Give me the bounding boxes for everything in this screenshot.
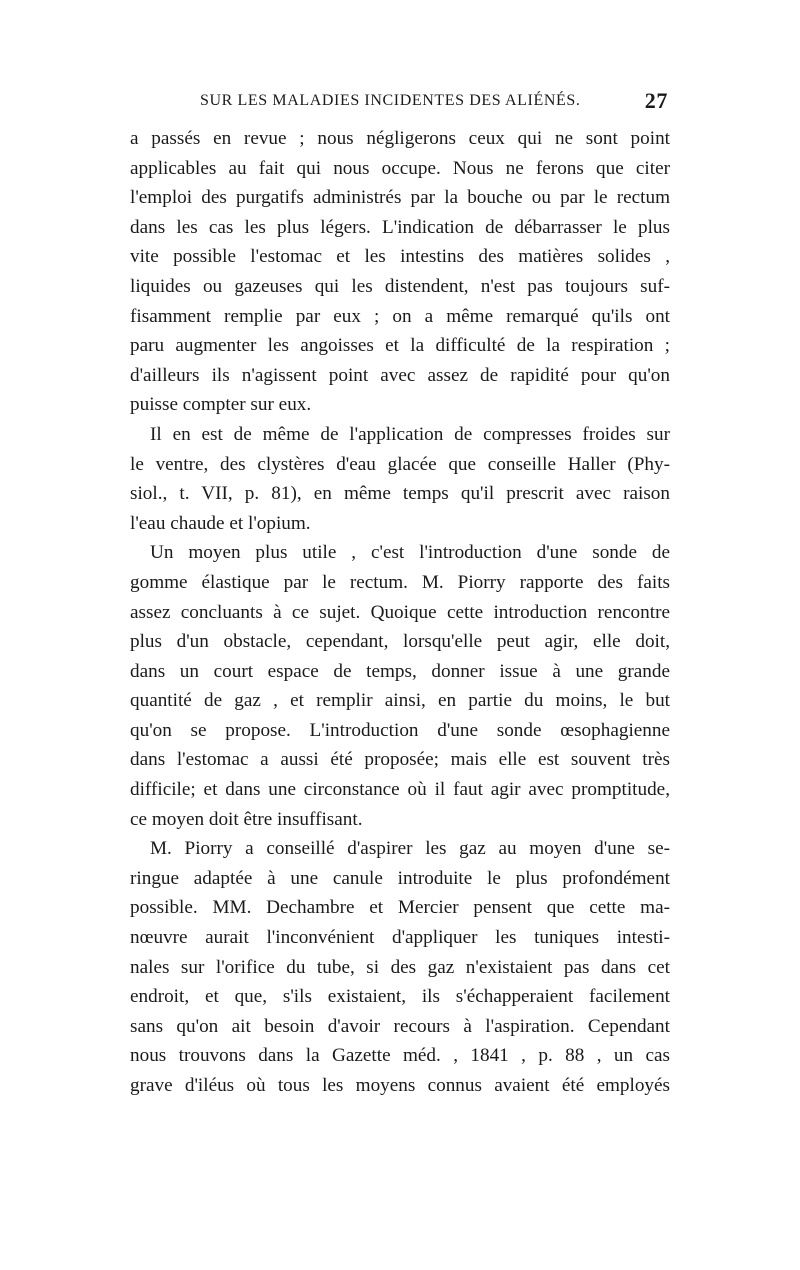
text-line: nous trouvons dans la Gazette méd. , 1841 , p. 88 , un cas — [130, 1045, 670, 1067]
text-line: l'emploi des purgatifs administrés par la bouche ou par le rectum — [130, 187, 670, 209]
text-line: siol., t. VII, p. 81), en même temps qu'il prescrit avec raison — [130, 483, 670, 505]
text-line: d'ailleurs ils n'agissent point avec assez de rapidité pour qu'on — [130, 364, 670, 386]
text-line: plus d'un obstacle, cependant, lorsqu'elle peut agir, elle doit, — [130, 631, 670, 653]
text-line: ringue adaptée à une canule introduite le plus profondément — [130, 867, 670, 889]
text-line: paru augmenter les angoisses et la difficulté de la respiration ; — [130, 335, 670, 357]
text-line: M. Piorry a conseillé d'aspirer les gaz au moyen d'une se- — [150, 838, 670, 860]
paragraph-3 — [130, 538, 670, 834]
text-line: applicables au fait qui nous occupe. Nous ne ferons que citer — [130, 157, 670, 179]
text-line: ce moyen doit être insuffisant. — [130, 808, 363, 830]
text-line: puisse compter sur eux. — [130, 394, 312, 416]
text-line: quantité de gaz , et remplir ainsi, en partie du moins, le but — [130, 690, 670, 712]
text-line: l'eau chaude et l'opium. — [130, 512, 311, 534]
text-line: fisamment remplie par eux ; on a même remarqué qu'ils ont — [130, 305, 670, 327]
running-head — [130, 88, 670, 118]
text-line: dans les cas les plus légers. L'indication de débarrasser le plus — [130, 216, 670, 238]
text-line: sans qu'on ait besoin d'avoir recours à l'aspiration. Cependant — [130, 1015, 670, 1037]
book-page — [130, 88, 670, 1101]
text-line: dans l'estomac a aussi été proposée; mais elle est souvent très — [130, 749, 670, 771]
body-text — [130, 124, 670, 1101]
text-line: possible. MM. Dechambre et Mercier pensent que cette ma- — [130, 897, 670, 919]
page-number: 27 — [644, 88, 668, 113]
text-line: a passés en revue ; nous négligerons ceux qui ne sont point — [130, 128, 670, 149]
text-line: qu'on se propose. L'introduction d'une sonde œsophagienne — [130, 719, 670, 741]
text-line: endroit, et que, s'ils existaient, ils s'échapperaient facilement — [130, 986, 670, 1008]
text-line: grave d'iléus où tous les moyens connus avaient été employés — [130, 1075, 670, 1096]
paragraph-1 — [130, 124, 670, 420]
text-line: nœuvre aurait l'inconvénient d'appliquer les tuniques intesti- — [130, 927, 670, 949]
text-line: vite possible l'estomac et les intestins des matières solides , — [130, 246, 670, 268]
text-line: gomme élastique par le rectum. M. Piorry rapporte des faits — [130, 571, 670, 593]
text-line: dans un court espace de temps, donner issue à une grande — [130, 660, 670, 682]
text-line: liquides ou gazeuses qui les distendent, n'est pas toujours suf- — [130, 275, 670, 297]
paragraph-4 — [130, 834, 670, 1100]
running-title: SUR LES MALADIES INCIDENTES DES ALIÉNÉS. — [200, 92, 581, 109]
text-line: assez concluants à ce sujet. Quoique cette introduction rencontre — [130, 601, 670, 623]
text-line: nales sur l'orifice du tube, si des gaz n'existaient pas dans cet — [130, 956, 670, 978]
text-line: difficile; et dans une circonstance où il faut agir avec promptitude, — [130, 779, 670, 801]
text-line: Il en est de même de l'application de compresses froides sur — [150, 423, 670, 445]
text-line: Un moyen plus utile , c'est l'introduction d'une sonde de — [150, 542, 670, 564]
text-line: le ventre, des clystères d'eau glacée que conseille Haller (Phy- — [130, 453, 670, 475]
paragraph-2 — [130, 420, 670, 538]
